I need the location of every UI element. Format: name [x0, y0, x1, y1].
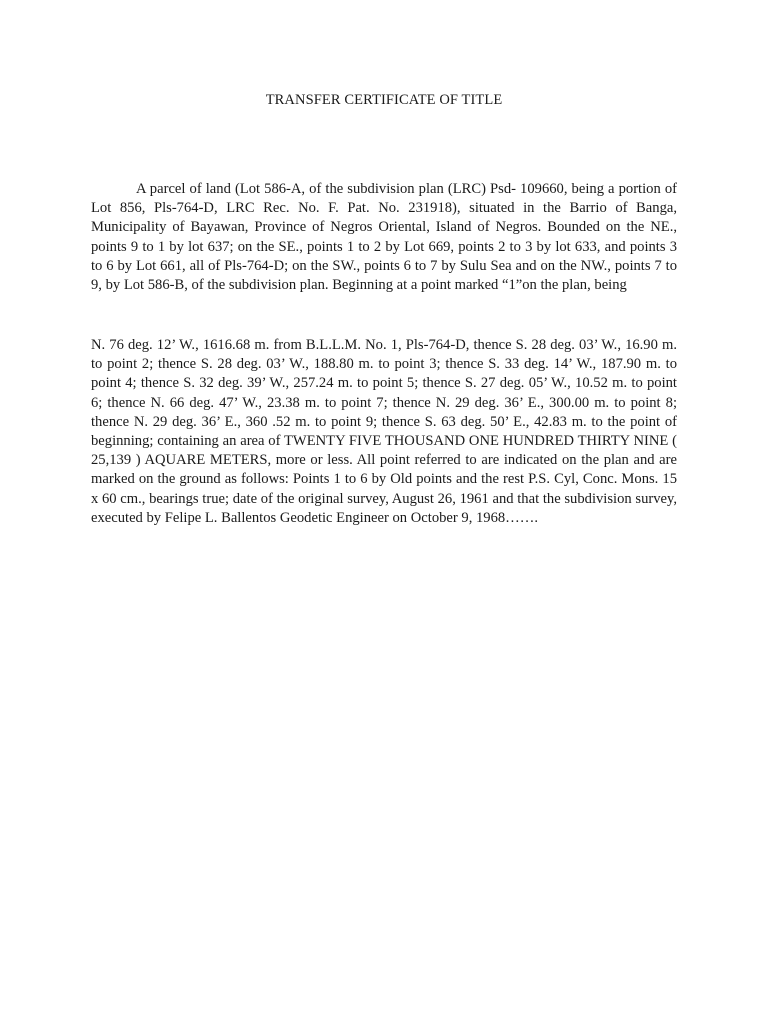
- paragraph-land-description: A parcel of land (Lot 586-A, of the subdivision plan (LRC) Psd- 109660, being a portion of Lot 856, Pls-764-D, LRC Rec. No. F. Pat. No. 231918), situated in the Barrio of Banga, Municipality of Bayawan, Province of Negros Oriental, Island of Negros. Bounded on the NE., points 9 to 1 by lot 637; on the SE., points 1 to 2 by Lot 669, points 2 to 3 by lot 633, and points 3 to 6 by Lot 661, all of Pls-764-D; on the SW., points 6 to 7 by Sulu Sea and on the NW., points 7 to 9, by Lot 586-B, of the subdivision plan. Beginning at a point marked “1”on the plan, being: [91, 181, 677, 294]
- paragraph-technical-description: N. 76 deg. 12’ W., 1616.68 m. from B.L.L.M. No. 1, Pls-764-D, thence S. 28 deg. 03’ W., 16.90 m. to point 2; thence S. 28 deg. 03’ W., 188.80 m. to point 3; thence S. 33 deg. 14’ W., 187.90 m. to point 4; thence S. 32 deg. 39’ W., 257.24 m. to point 5; thence S. 27 deg. 05’ W., 10.52 m. to point 6; thence N. 66 deg. 47’ W., 23.38 m. to point 7; thence N. 29 deg. 36’ E., 300.00 m. to point 8; thence N. 29 deg. 36’ E., 360 .52 m. to point 9; thence S. 63 deg. 50’ E., 42.83 m. to the point of beginning; containing an area of TWENTY FIVE THOUSAND ONE HUNDRED THIRTY NINE ( 25,139 ) AQUARE METERS, more or less. All point referred to are indicated on the plan and are marked on the ground as follows: Points 1 to 6 by Old points and the rest P.S. Cyl, Conc. Mons. 15 x 60 cm., bearings true; date of the original survey, August 26, 1961 and that the subdivision survey, executed by Felipe L. Ballentos Geodetic Engineer on October 9, 1968…….: [91, 337, 677, 526]
- document-title: TRANSFER CERTIFICATE OF TITLE: [265, 92, 503, 108]
